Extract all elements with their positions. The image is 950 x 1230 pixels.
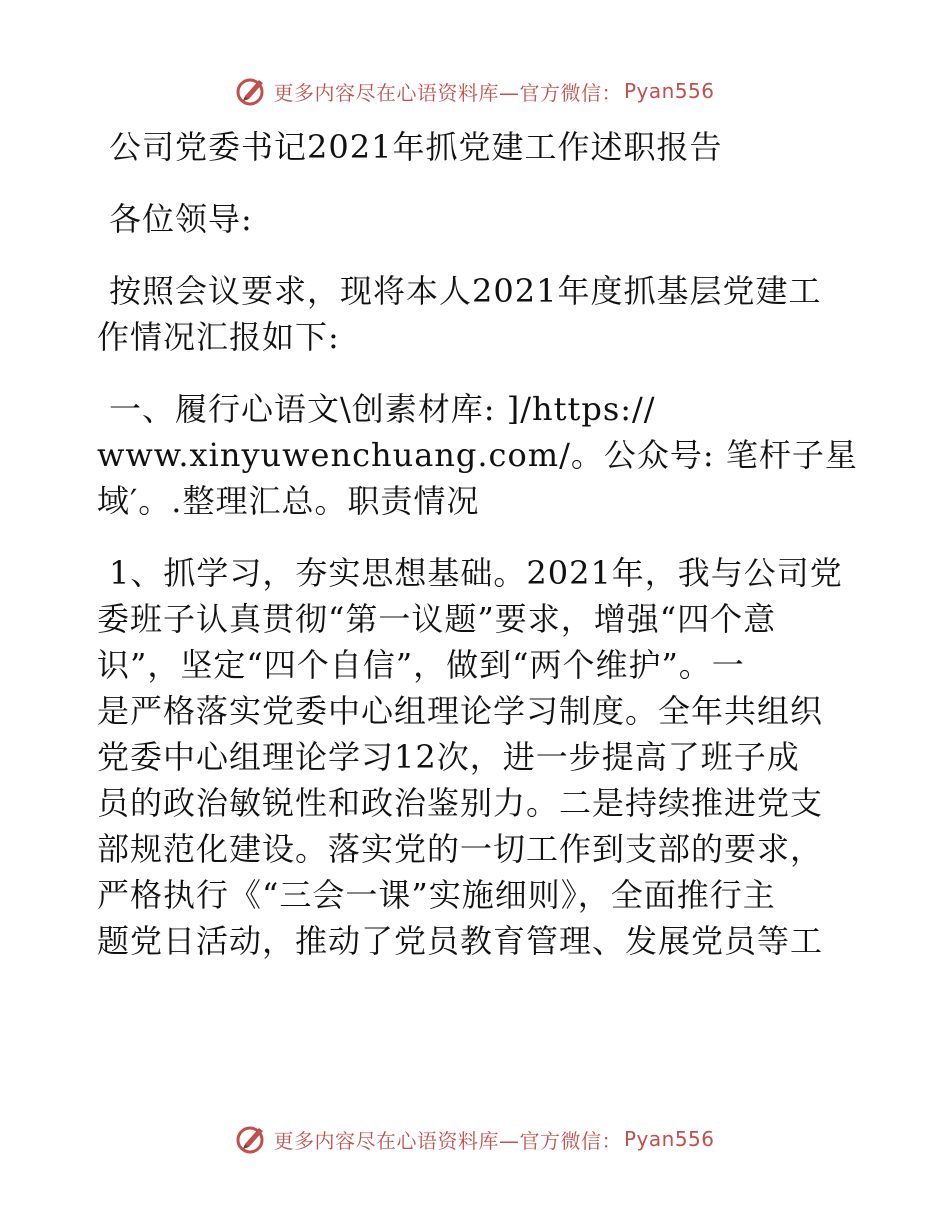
body-paragraph — [97, 550, 857, 964]
pen-circle-logo-icon — [235, 1122, 269, 1156]
section-heading-line: 域′。.整理汇总。职责情况 — [97, 482, 480, 520]
body-line: 党委中心组理论学习12次，进一步提高了班子成 — [97, 738, 800, 776]
section-heading — [97, 386, 857, 524]
watermark-text: 更多内容尽在心语资料库—官方微信： — [273, 80, 622, 105]
intro-line: 按照会议要求，现将本人2021年度抓基层党建工 — [109, 272, 822, 310]
body-line: 员的政治敏锐性和政治鉴别力。二是持续推进党支 — [97, 784, 824, 822]
watermark-wechat-id: Pyan556 — [623, 79, 715, 103]
greeting: 各位领导: — [109, 200, 253, 238]
document-title: 公司党委书记2021年抓党建工作述职报告 — [109, 128, 723, 166]
section-heading-line: www.xinyuwenchuang.com/。公众号: 笔杆子星 — [97, 436, 858, 474]
body-line: 识”，坚定“四个自信”，做到“两个维护”。一 — [97, 646, 745, 684]
intro-line: 作情况汇报如下: — [97, 318, 340, 356]
watermark-footer — [0, 1122, 950, 1156]
document-body — [97, 124, 857, 964]
body-line: 是严格落实党委中心组理论学习制度。全年共组织 — [97, 692, 824, 730]
section-heading-line: 一、履行心语文\创素材库: ]/https:// — [109, 390, 656, 428]
body-line: 委班子认真贯彻“第一议题”要求，增强“四个意 — [97, 600, 777, 638]
pen-circle-logo-icon — [235, 74, 269, 108]
watermark-wechat-id: Pyan556 — [623, 1127, 715, 1151]
body-line: 严格执行《“三会一课”实施细则》，全面推行主 — [97, 876, 776, 914]
intro-paragraph — [97, 268, 857, 360]
watermark-header — [0, 74, 950, 108]
body-line: 1、抓学习，夯实思想基础。2021年，我与公司党 — [109, 554, 843, 592]
watermark-text: 更多内容尽在心语资料库—官方微信： — [273, 1128, 622, 1153]
body-line: 部规范化建设。落实党的一切工作到支部的要求， — [97, 830, 824, 868]
body-line: 题党日活动，推动了党员教育管理、发展党员等工 — [97, 922, 824, 960]
